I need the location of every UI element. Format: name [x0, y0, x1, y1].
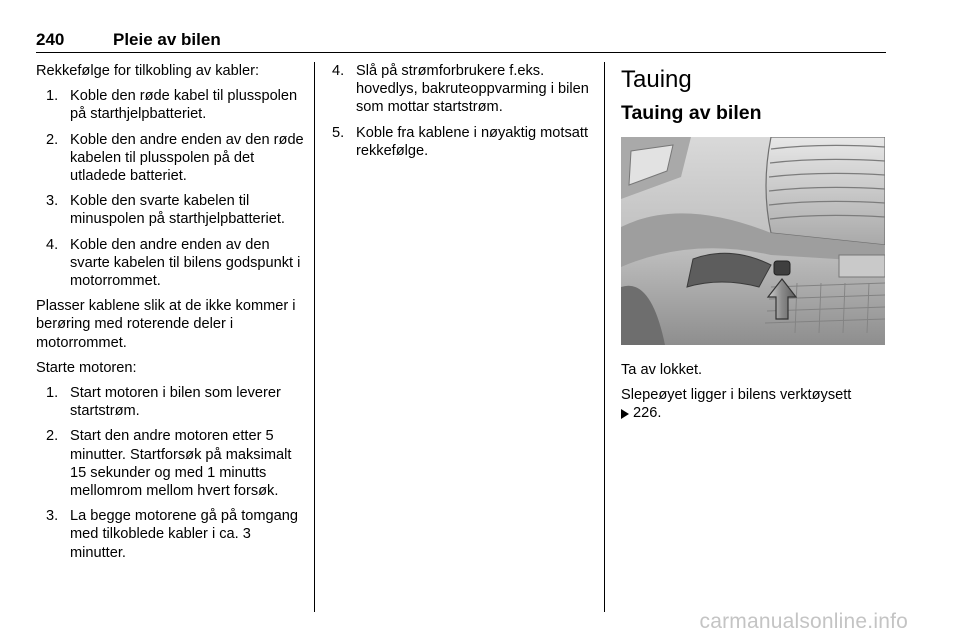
page-reference-link[interactable]: 226. [633, 405, 662, 422]
towing-eye-cover [774, 261, 790, 275]
list-item: 5. Koble fra kablene i nøyaktig motsatt rekkefølge. [332, 124, 588, 159]
list-item: 3. Koble den svarte kabelen til minuspolen på starthjelpbatteriet. [46, 193, 285, 228]
towing-eye-cover-illustration [621, 137, 885, 345]
start-intro: Starte motoren: [36, 359, 137, 376]
license-plate-area [839, 255, 885, 277]
start-steps-list [46, 384, 306, 562]
page-number: 240 [36, 30, 65, 49]
column-divider-2 [604, 62, 605, 612]
connect-intro: Rekkefølge for tilkobling av kabler: [36, 63, 260, 79]
car-front-illustration [621, 137, 885, 345]
figure-caption: Ta av lokket. [621, 362, 703, 378]
towing-eye-note: Slepeøyet ligger i bilens verktøysett 226. [621, 387, 852, 422]
running-title: Pleie av bilen [113, 30, 221, 49]
subsection-title: Tauing av bilen [621, 102, 762, 124]
section-title: Tauing [621, 66, 692, 93]
list-item: 1. Start motoren i bilen som leverer startstrøm. [46, 385, 281, 420]
list-item: 3. La begge motorene gå på tomgang med tilkoblede kabler i ca. 3 minutter. [46, 508, 298, 561]
placement-note: Plasser kablene slik at de ikke kommer i berøring med roterende deler i motorrommet. [36, 298, 296, 351]
column-2 [332, 62, 594, 167]
list-item: 4. Slå på strømforbrukere f.eks. hovedlys, bakruteoppvarming i bilen som mottar startstrøm. [332, 63, 589, 116]
continued-steps-list [332, 62, 594, 160]
list-item: 2. Start den andre motoren etter 5 minutter. Startforsøk på maksimalt 15 sekunder og med 1 minutts mellomrom mellom hvert forsøk. [46, 428, 292, 500]
list-item: 4. Koble den andre enden av den svarte kabelen til bilens godspunkt i motorrommet. [46, 236, 301, 290]
page-reference-arrow-icon [621, 409, 629, 419]
page-header [36, 30, 886, 53]
column-1 [36, 62, 306, 569]
connect-steps-list [46, 87, 306, 290]
front-grille [766, 137, 885, 245]
list-item: 2. Koble den andre enden av den røde kabelen til plusspolen på det utladede batteriet. [46, 131, 304, 185]
site-watermark: carmanualsonline.info [699, 610, 908, 633]
column-divider-1 [314, 62, 315, 612]
list-item: 1. Koble den røde kabel til plusspolen på starthjelpbatteriet. [46, 88, 298, 123]
column-3 [621, 62, 887, 430]
